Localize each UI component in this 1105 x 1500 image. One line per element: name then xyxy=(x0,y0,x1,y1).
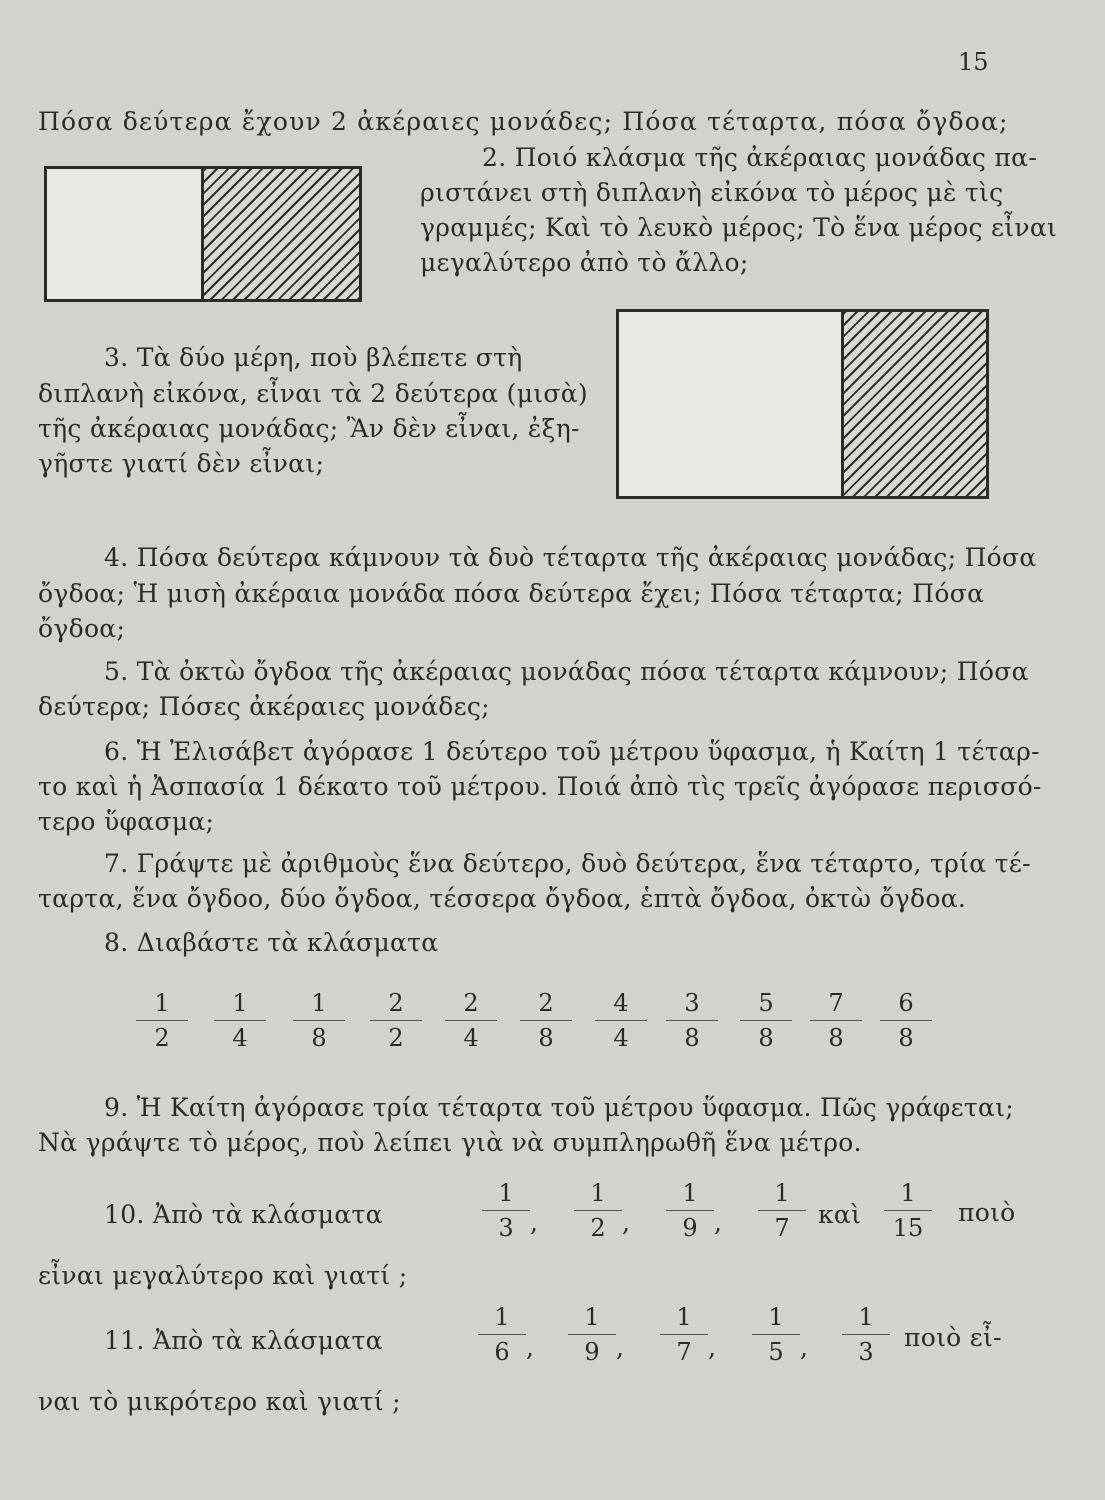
question-11-which: ποιὸ εἶ- xyxy=(904,1323,1002,1352)
denominator: 3 xyxy=(498,1214,514,1242)
fraction-q10-5 xyxy=(884,1178,932,1243)
fraction-q8-11 xyxy=(880,988,932,1053)
fraction-bar xyxy=(660,1334,708,1335)
denominator: 8 xyxy=(758,1024,774,1052)
numerator: 1 xyxy=(311,989,327,1017)
denominator: 8 xyxy=(828,1024,844,1052)
question-10-line-1: 10. Ἀπὸ τὰ κλάσματα xyxy=(104,1200,383,1229)
numerator: 2 xyxy=(538,989,554,1017)
question-7-line-2: ταρτα, ἕνα ὄγδοο, δύο ὄγδοα, τέσσερα ὄγδοα, ἑπτὰ ὄγδοα, ὀκτὼ ὄγδοα. xyxy=(38,884,967,913)
denominator: 5 xyxy=(768,1338,784,1366)
hatched-half xyxy=(201,169,359,299)
conjunction-and: καὶ xyxy=(818,1200,862,1229)
denominator: 8 xyxy=(898,1024,914,1052)
fraction-bar xyxy=(568,1334,616,1335)
fraction-q8-10 xyxy=(810,988,862,1053)
fraction-bar xyxy=(445,1020,497,1021)
fraction-q11-3 xyxy=(660,1302,708,1367)
denominator: 9 xyxy=(682,1214,698,1242)
denominator: 4 xyxy=(232,1024,248,1052)
question-2-line-4: μεγαλύτερο ἀπὸ τὸ ἄλλο; xyxy=(420,248,749,277)
fraction-q8-1 xyxy=(136,988,188,1053)
fraction-bar xyxy=(880,1020,932,1021)
fraction-q8-3 xyxy=(293,988,345,1053)
question-6-line-1: 6. Ἡ Ἐλισάβετ ἀγόρασε 1 δεύτερο τοῦ μέτρου ὕφασμα, ἡ Καίτη 1 τέταρ- xyxy=(104,737,1040,766)
denominator: 7 xyxy=(676,1338,692,1366)
fraction-q8-5 xyxy=(445,988,497,1053)
line-question-1-continued: Πόσα δεύτερα ἔχουν 2 ἀκέραιες μονάδες; Πόσα τέταρτα, πόσα ὄγδοα; xyxy=(38,107,1009,136)
numerator: 1 xyxy=(676,1303,692,1331)
numerator: 1 xyxy=(584,1303,600,1331)
denominator: 2 xyxy=(590,1214,606,1242)
denominator: 8 xyxy=(311,1024,327,1052)
question-11-line-1: 11. Ἀπὸ τὰ κλάσματα xyxy=(104,1326,383,1355)
numerator: 4 xyxy=(613,989,629,1017)
fraction-bar xyxy=(478,1334,526,1335)
question-10-line-2: εἶναι μεγαλύτερο καὶ γιατί ; xyxy=(38,1261,408,1290)
fraction-q10-3 xyxy=(666,1178,714,1243)
fraction-separator: , xyxy=(530,1208,539,1237)
numerator: 6 xyxy=(898,989,914,1017)
fraction-bar xyxy=(482,1210,530,1211)
question-2-line-1: 2. Ποιό κλάσμα τῆς ἀκέραιας μονάδας πα- xyxy=(482,143,1038,172)
numerator: 2 xyxy=(463,989,479,1017)
question-9-line-2: Νὰ γράψτε τὸ μέρος, ποὺ λείπει γιὰ νὰ συμπληρωθῆ ἕνα μέτρο. xyxy=(38,1128,862,1157)
fraction-q10-2 xyxy=(574,1178,622,1243)
denominator: 3 xyxy=(858,1338,874,1366)
fraction-bar xyxy=(214,1020,266,1021)
fraction-q10-1 xyxy=(482,1178,530,1243)
numerator: 1 xyxy=(498,1179,514,1207)
numerator: 1 xyxy=(858,1303,874,1331)
question-5-line-2: δεύτερα; Πόσες ἀκέραιες μονάδες; xyxy=(38,692,490,721)
fraction-bar xyxy=(520,1020,572,1021)
question-9-line-1: 9. Ἡ Καίτη ἀγόρασε τρία τέταρτα τοῦ μέτρου ὕφασμα. Πῶς γράφεται; xyxy=(104,1093,1014,1122)
fraction-bar xyxy=(666,1020,718,1021)
fraction-separator: , xyxy=(622,1208,631,1237)
numerator: 1 xyxy=(768,1303,784,1331)
numerator: 5 xyxy=(758,989,774,1017)
figure-unequal-parts-rectangle xyxy=(616,309,989,499)
question-6-line-2: το καὶ ἡ Ἀσπασία 1 δέκατο τοῦ μέτρου. Ποιά ἀπὸ τὶς τρεῖς ἀγόρασε περισσό- xyxy=(38,772,1042,801)
fraction-separator: , xyxy=(616,1333,625,1362)
fraction-q8-9 xyxy=(740,988,792,1053)
fraction-separator: , xyxy=(526,1333,535,1362)
denominator: 2 xyxy=(154,1024,170,1052)
numerator: 2 xyxy=(388,989,404,1017)
denominator: 9 xyxy=(584,1338,600,1366)
fraction-bar xyxy=(752,1334,800,1335)
fraction-q11-5 xyxy=(842,1302,890,1367)
fraction-q8-6 xyxy=(520,988,572,1053)
fraction-bar xyxy=(842,1334,890,1335)
fraction-q11-4 xyxy=(752,1302,800,1367)
denominator: 6 xyxy=(494,1338,510,1366)
numerator: 1 xyxy=(774,1179,790,1207)
fraction-q8-4 xyxy=(370,988,422,1053)
question-3-line-3: τῆς ἀκέραιας μονάδας; Ἂν δὲν εἶναι, ἐξη- xyxy=(38,414,580,443)
question-7-line-1: 7. Γράψτε μὲ ἀριθμοὺς ἕνα δεύτερο, δυὸ δεύτερα, ἕνα τέταρτο, τρία τέ- xyxy=(104,849,1031,878)
question-2-line-2: ριστάνει στὴ διπλανὴ εἰκόνα τὸ μέρος μὲ τὶς xyxy=(420,178,1004,207)
fraction-bar xyxy=(595,1020,647,1021)
denominator: 15 xyxy=(892,1214,924,1242)
numerator: 1 xyxy=(494,1303,510,1331)
denominator: 4 xyxy=(463,1024,479,1052)
fraction-bar xyxy=(810,1020,862,1021)
question-10-which: ποιὸ xyxy=(958,1198,1016,1227)
fraction-bar xyxy=(740,1020,792,1021)
fraction-q8-7 xyxy=(595,988,647,1053)
fraction-bar xyxy=(574,1210,622,1211)
fraction-q11-1 xyxy=(478,1302,526,1367)
question-3-line-1: 3. Τὰ δύο μέρη, ποὺ βλέπετε στὴ xyxy=(104,343,523,372)
numerator: 7 xyxy=(828,989,844,1017)
fraction-bar xyxy=(370,1020,422,1021)
numerator: 1 xyxy=(590,1179,606,1207)
fraction-separator: , xyxy=(708,1333,717,1362)
question-4-line-2: ὄγδοα; Ἡ μισὴ ἀκέραια μονάδα πόσα δεύτερα ἔχει; Πόσα τέταρτα; Πόσα xyxy=(38,579,985,608)
numerator: 3 xyxy=(684,989,700,1017)
question-3-line-4: γῆστε γιατί δὲν εἶναι; xyxy=(38,449,325,478)
fraction-q11-2 xyxy=(568,1302,616,1367)
question-8-line: 8. Διαβάστε τὰ κλάσματα xyxy=(104,928,439,957)
numerator: 1 xyxy=(900,1179,916,1207)
question-6-line-3: τερο ὕφασμα; xyxy=(38,807,215,836)
fraction-separator: , xyxy=(800,1333,809,1362)
denominator: 8 xyxy=(538,1024,554,1052)
question-2-line-3: γραμμές; Καὶ τὸ λευκὸ μέρος; Τὸ ἕνα μέρος εἶναι xyxy=(420,213,1058,242)
fraction-q8-2 xyxy=(214,988,266,1053)
denominator: 8 xyxy=(684,1024,700,1052)
fraction-bar xyxy=(666,1210,714,1211)
question-4-line-3: ὄγδοα; xyxy=(38,614,126,643)
fraction-bar xyxy=(884,1210,932,1211)
fraction-bar xyxy=(293,1020,345,1021)
page-number: 15 xyxy=(958,48,989,76)
fraction-q10-4 xyxy=(758,1178,806,1243)
hatched-part xyxy=(841,312,986,496)
numerator: 1 xyxy=(232,989,248,1017)
question-11-line-2: ναι τὸ μικρότερο καὶ γιατί ; xyxy=(38,1387,401,1416)
question-5-line-1: 5. Τὰ ὀκτὼ ὄγδοα τῆς ἀκέραιας μονάδας πόσα τέταρτα κάμνουν; Πόσα xyxy=(104,657,1029,686)
denominator: 7 xyxy=(774,1214,790,1242)
fraction-q8-8 xyxy=(666,988,718,1053)
question-3-line-2: διπλανὴ εἰκόνα, εἶναι τὰ 2 δεύτερα (μισὰ) xyxy=(38,379,588,408)
numerator: 1 xyxy=(682,1179,698,1207)
fraction-bar xyxy=(136,1020,188,1021)
figure-half-hatched-rectangle xyxy=(44,166,362,302)
fraction-separator: , xyxy=(714,1208,723,1237)
question-4-line-1: 4. Πόσα δεύτερα κάμνουν τὰ δυὸ τέταρτα τῆς ἀκέραιας μονάδας; Πόσα xyxy=(104,543,1037,572)
numerator: 1 xyxy=(154,989,170,1017)
denominator: 4 xyxy=(613,1024,629,1052)
denominator: 2 xyxy=(388,1024,404,1052)
fraction-bar xyxy=(758,1210,806,1211)
